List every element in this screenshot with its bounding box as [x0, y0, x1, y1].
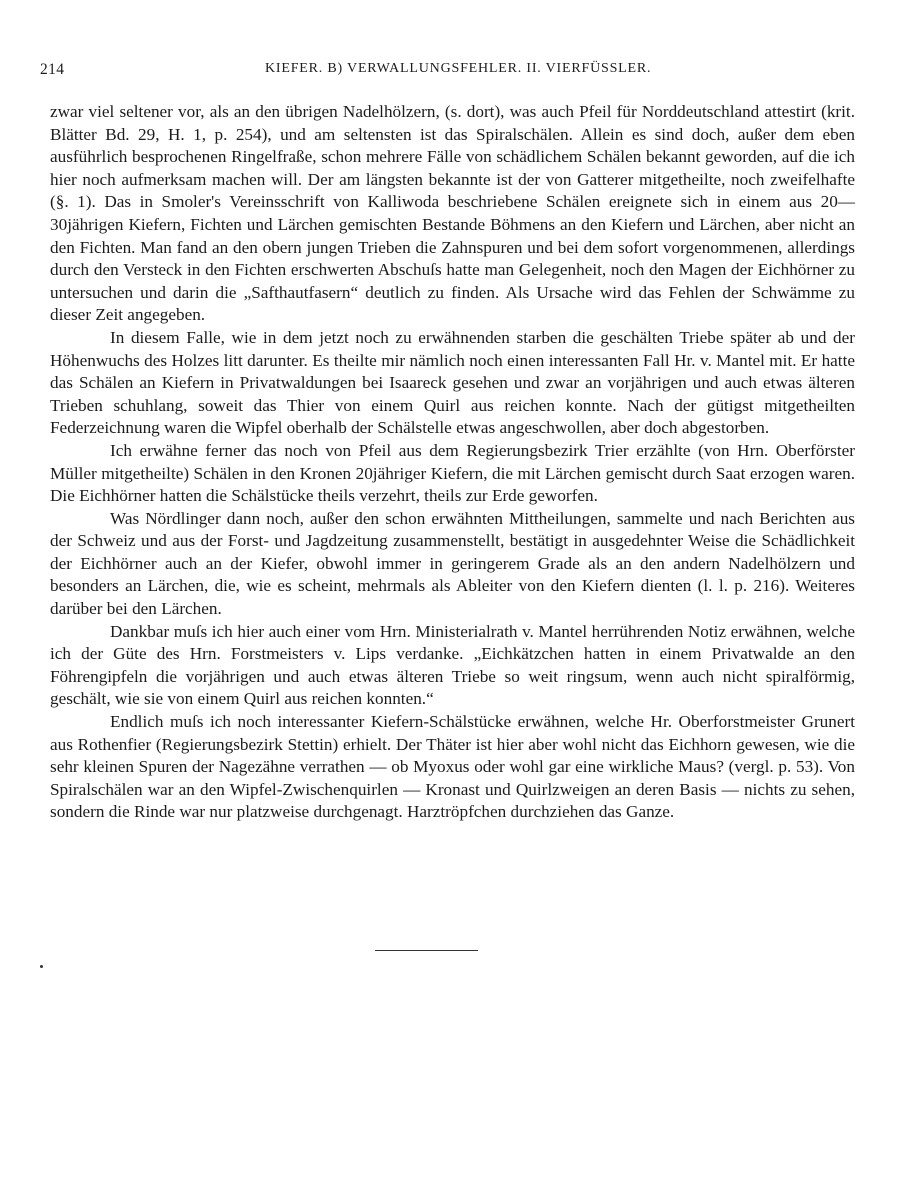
page-number: 214: [40, 61, 65, 78]
end-rule: [375, 950, 478, 951]
paragraph: Endlich muſs ich noch interessanter Kiefern-Schälstücke erwähnen, welche Hr. Oberforstmeister Grunert aus Rothenfier (Regierungsbezirk Stettin) erhielt. Der Thäter ist hier aber wohl nicht das Eichhorn gewesen, wie die sehr kleinen Spuren der Nagezähne verrathen — ob Myoxus oder wohl gar eine wirkliche Maus? (vergl. p. 53). Von Spiralschälen war an den Wipfel-Zwischenquirlen — Kronast und Quirlzweigen an deren Basis — nichts zu sehen, sondern die Rinde war nur platzweise durchgenagt. Harztröpfchen durchziehen das Ganze.: [50, 712, 855, 822]
paragraph: In diesem Falle, wie in dem jetzt noch zu erwähnenden starben die geschälten Triebe später ab und der Höhenwuchs des Holzes litt darunter. Es theilte mir nämlich noch einen interessanten Fall Hr. v. Mantel mit. Er hatte das Schälen an Kiefern in Privatwaldungen bei Isaareck gesehen und zwar an vorjährigen und auch etwas älteren Trieben schuhlang, soweit das Thier von einem Quirl aus reichen konnte. Nach der gütigst mitgetheilten Federzeichnung waren die Wipfel oberhalb der Schälstelle etwas angeschwollen, aber doch abgestorben.: [50, 327, 855, 438]
paragraph: Was Nördlinger dann noch, außer den schon erwähnten Mittheilungen, sammelte und nach Berichten aus der Schweiz und aus der Forst- und Jagdzeitung zusammenstellt, bestätigt in ausgedehnter Weise die Schädlichkeit der Eichhörner auch an der Kiefer, obwohl immer in geringerem Grade als an den andern Nadelhölzern und besonders an Lärchen, die, wie es scheint, mehrmals als Ableiter von den Kiefern dienten (l. l. p. 216). Weiteres darüber bei den Lärchen.: [50, 508, 855, 619]
running-head-title: KIEFER. B) VERWALLUNGSFEHLER. II. VIERFÜSSLER.: [265, 61, 652, 76]
paragraph: Dankbar muſs ich hier auch einer vom Hrn. Ministerialrath v. Mantel herrührenden Notiz erwähnen, welche ich der Güte des Hrn. Forstmeisters v. Lips verdanke. „Eichkätzchen hatten in einem Privatwalde an den Föhrengipfeln die vorjährigen und auch etwas älteren Triebe so weit ringsum, wenn auch nicht spiralförmig, geschält, wie sie von einem Quirl aus reichen konnten.“: [50, 621, 855, 709]
body-text: [50, 101, 855, 824]
paragraph: Ich erwähne ferner das noch von Pfeil aus dem Regierungsbezirk Trier erzählte (von Hrn. Oberförster Müller mitgetheilte) Schälen in den Kronen 20jähriger Kiefern, die mit Lärchen gemischt durch Saat erzogen waren. Die Eichhörner hatten die Schälstücke theils verzehrt, theils zur Erde geworfen.: [50, 440, 855, 506]
ink-speck: [40, 965, 43, 968]
running-head: [40, 61, 855, 85]
paragraph-continuation: zwar viel seltener vor, als an den übrigen Nadelhölzern, (s. dort), was auch Pfeil für Norddeutschland attestirt (krit. Blätter Bd. 29, H. 1, p. 254), und am seltensten ist das Spiralschälen. Allein es sind doch, außer dem eben ausführlich besprochenen Ringelfraße, schon mehrere Fälle von schädlichem Schälen bekannt geworden, auf die ich hier noch aufmerksam machen will. Der am längsten bekannte ist der von Gatterer mitgetheilte, noch zweifelhafte (§. 1). Das in Smoler's Vereinsschrift von Kalliwoda beschriebene Schälen ereignete sich in einem aus 20—30jährigen Kiefern, Fichten und Lärchen gemischten Bestande Böhmens an den Kiefern und Lärchen, aber nicht an den Fichten. Man fand an den obern jungen Trieben die Zahnspuren und bei dem sofort vorgenommenen, allerdings durch den Versteck in den Fichten erschwerten Abschuſs hatte man Gelegenheit, noch den Magen der Eichhörner zu untersuchen und darin die „Safthautfasern“ deutlich zu finden. Als Ursache wird das Fehlen der Schwämme zu dieser Zeit angegeben.: [50, 102, 855, 325]
